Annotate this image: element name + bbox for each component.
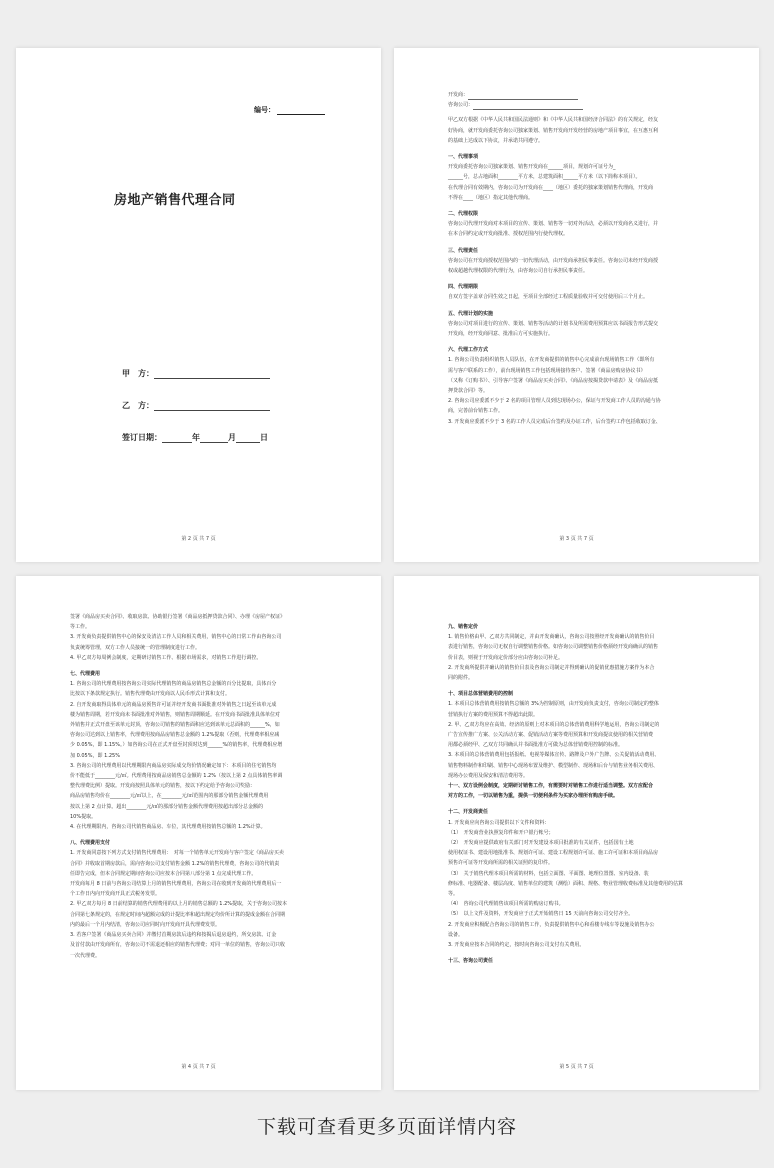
section-heading: 六、代理工作方式: [448, 347, 489, 354]
section-heading: 十三、咨询公司责任: [448, 958, 494, 965]
paragraph-line: 价不能低于________元/㎡。代理费用按商品房销售总金额的 1.2%（按以上第 2 点具体销售率调: [70, 773, 283, 780]
paragraph-line: 2. 开发商所提供并确认的销售价目表及咨询公司制定并得到确认的促销优惠措施方案作为本合: [448, 664, 655, 671]
paragraph-line: 开发商，经开发商同意、批准后方可实施执行。: [448, 331, 554, 338]
paragraph-line: 2. 咨询公司应委派不少于 2 名的项目管理人员到达现场办公，保证与开发商工作人员的沟通与协: [448, 398, 661, 405]
paragraph-line: 及首付款由开发商所有，咨询公司不需退还相应的销售代理费；对同一单位的销售，咨询公司只收: [70, 942, 286, 949]
contract-title: 房地产销售代理合同: [114, 193, 236, 208]
paragraph-line: 不得在____（地区）指定其他代理商。: [448, 194, 534, 201]
party-b-label: 乙 方：: [122, 401, 154, 410]
page-content: [70, 612, 337, 961]
page-content: [448, 616, 715, 967]
paragraph-line: 比按以下条款规定执行。销售代理费由开发商以人民币形式计算和支付。: [70, 691, 231, 698]
paragraph-line: 1. 销售价格由甲、乙双方共同制定，并由开发商确认，咨询公司按照经开发商确认的销售价目: [448, 634, 655, 641]
paragraph-line: 广告宣传推广方案、公关活动方案、促销活动方案等费用预算和开发商提议使用的相关营销费: [448, 732, 654, 739]
month-label: 月: [228, 433, 236, 442]
paragraph-line: 等。: [448, 891, 459, 898]
paragraph-line: 甲乙双方根据《中华人民共和国民法通则》和《中华人民共和国经济合同法》的有关规定，经友: [448, 117, 659, 124]
paragraph-line: 需与客户联系的工作），前台现场销售工作包括现场接待客户、签署《商品房购房协议书》: [448, 367, 646, 374]
party-a-label: 甲 方：: [122, 369, 154, 378]
paragraph-line: 1. 本项目总体营销费用按销售总额的 3%为控制原则，由开发商负责支付，咨询公司制定的整体: [448, 701, 659, 708]
paragraph-line: 4. 在代理期限内，咨询公司代销售商品房、车位，其代理费用按销售总额的 1.2%计算。: [70, 824, 266, 831]
page-footer: 第 5 页 共 7 页: [559, 1064, 594, 1070]
paragraph-line: 按以上第 2 点计算。超出________元/㎡的那部分销售金额代理费用按超出部分总金额的: [70, 803, 264, 810]
paragraph-line: 4. 甲乙双方每周例会制度，定期研讨销售工作、根据市场需求，对销售工作进行调控。: [70, 654, 262, 661]
paragraph-line: 商，完善前台销售工作。: [448, 408, 504, 415]
paragraph-line: 3. 开发商应按本合同的约定，按时向咨询公司支付有关费用。: [448, 942, 585, 949]
paragraph-line: 合同》并收取首期房款后，需向咨询公司支付销售金额 1.2%的销售代理费，咨询公司的代销责: [70, 860, 280, 867]
paragraph-line: 2. 自开发商取得具体单元的商品房预售许可证并经开发商书面批准对外销售之日起至该单元成: [70, 701, 277, 708]
paragraph-line: 现场办公费用及保安和清洁费用等。: [448, 772, 529, 779]
paragraph-line: 押贷款合同》等。: [448, 388, 489, 395]
section-heading: 八、代理费用支付: [70, 840, 111, 847]
paragraph-line: 合同第七条规定的，在规定时间内超额完成的计提比率和超出规定均价所计算的提成金额在合同期: [70, 911, 286, 918]
paragraph-line: 表进行销售，咨询公司无权自行调整销售价格。如咨询公司调整销售价格须经开发商确认的销售: [448, 644, 659, 651]
paragraph-line: （5） 以上文件及资料，开发商应于正式开始销售日 15 天前向咨询公司交付齐全。: [448, 911, 634, 918]
month-line: [200, 434, 228, 443]
section-heading: 五、代理计划的实施: [448, 310, 494, 317]
paragraph-line: 等工作。: [70, 624, 91, 631]
paragraph-line: 在代理合同有效期内，咨询公司为开发商在____（地区）委托的独家策划销售代理商，开发商: [448, 184, 654, 191]
paragraph-line: 咨询公司达到以上销售率，代理费用按商品房销售总金额的 1.2%提取（否则，代理费率相应减: [70, 732, 280, 739]
party-a-line: [154, 370, 270, 379]
paragraph-line: 修标准、电器配备、楼层高度、销售单位的建筑（测绘）面积、规格、物业管理收费标准及其他费用的估算: [448, 880, 684, 887]
paragraph-line: 用都必须经甲、乙双方共同确认并书面批准方可做为总体营销费用控制的标准。: [448, 742, 624, 749]
day-line: [236, 434, 260, 443]
paragraph-line: 3. 若客户签署《商品房买卖合同》并缴付首期房款后违约和按揭后退房退约，所交房款、订金: [70, 932, 277, 939]
paragraph-line: 1. 开发商同意按下列方式支付销售代理费用： 对每一个销售单元开发商与客户签定《商品房买卖: [70, 850, 284, 857]
paragraph-line: 商品房销售均价在________元/㎡以上，在________元/㎡范围内的那部分销售金额代理费用: [70, 793, 269, 800]
sign-date-field: [122, 432, 268, 443]
paragraph-line: 预售许可证等开发商所需的相关证照的复印件。: [448, 860, 554, 867]
party-field-underline: [473, 104, 583, 110]
day-label: 日: [260, 433, 268, 442]
paragraph-line: 10%提取。: [70, 813, 97, 820]
paragraph-line: 内的最后一个月内结清，咨询公司应同时向开发商开具代理费发票。: [70, 921, 221, 928]
party-b-field: [122, 400, 270, 411]
bold-paragraph-line: 十一、双方设例会制度，定期研讨销售工作，有需要时对销售工作进行适当调整。双方应配合: [448, 783, 654, 790]
paragraph-line: 1. 咨询公司负责组织销售人员队伍，在开发商提供的销售中心完成前台现场销售工作（即所有: [448, 357, 655, 364]
sign-date-label: 签订日期：: [122, 433, 162, 442]
paragraph-line: 整代理费比例）提取。开发商按照具体单元的销售，按以下约定给予咨询公司奖励：: [70, 783, 256, 790]
paragraph-line: 楼为销售周期，若开发商未书面批准对外销售，则销售周期顺延。在开发商书面批准具体单位对: [70, 711, 281, 718]
section-heading: 九、销售定价: [448, 624, 479, 630]
page-footer: 第 4 页 共 7 页: [181, 1064, 216, 1070]
section-heading: 四、代理期限: [448, 284, 479, 291]
section-heading: 十、项目总体营销费用的控制: [448, 691, 514, 698]
contract-number-label: 编号：: [254, 106, 275, 114]
paragraph-line: （3） 关于销售代理本项目所需的材料，包括立面图、平面图、地理位置图、室内设备、装: [448, 870, 649, 877]
document-page-cover: [16, 48, 381, 562]
page-footer: 第 2 页 共 7 页: [181, 536, 216, 542]
paragraph-line: 负责统筹管理，双方工作人员接统一的管理制度进行工作。: [70, 644, 201, 651]
party-a-field: [122, 368, 270, 379]
paragraph-line: ______号，总占地面积________平方米，总建筑面积______平方米（以下简称本项目）。: [448, 174, 641, 181]
paragraph-line: 2. 甲乙双方每月 8 日前结算的销售代理费用的以上月的销售总额的 1.2%提取，关于咨询公司按本: [70, 901, 288, 908]
paragraph-line: （1） 开发商营业执照复印件和开户银行帐号；: [448, 829, 554, 836]
year-label: 年: [192, 433, 200, 442]
paragraph-line: 销售物料制作和印刷、销售中心现场布置及维护、模型制作、现场和后台与销售业务相关费用、: [448, 762, 659, 769]
paragraph-line: 使用权证书、建设用地批准书、规划许可证、建设工程规划许可证、施工许可证和本项目商品房: [448, 850, 659, 857]
party-field-label: 咨询公司：: [448, 102, 474, 109]
contract-number-field: [254, 105, 325, 115]
paragraph-line: 咨询公司在开发商授权范围内的一切代理活动，由开发商承担民事责任。咨询公司未经开发商授: [448, 257, 659, 264]
document-page-2: [394, 48, 759, 562]
paragraph-line: （2） 开发商应提供政府有关部门对开发建设本项目批准的有关证件，包括国有土地: [448, 840, 634, 847]
paragraph-line: （4） 咨询公司代理销售该项目所需的购房订购书。: [448, 901, 564, 908]
paragraph-line: 任即告完成，但本合同规定期间咨询公司应按本合同第八部分第 1 点完成代理工作。: [70, 870, 257, 877]
year-line: [162, 434, 192, 443]
paragraph-line: 咨询公司代理开发商对本项目的宣传、策划、销售等一切对外活动，必须以开发商名义进行，并: [448, 221, 659, 228]
paragraph-line: 3. 开发商负责提供销售中心的保安及清洁工作人员和相关费用，销售中心的日常工作由咨询公司: [70, 634, 282, 641]
paragraph-line: 开发商每月 8 日前与咨询公司结算上月的销售代理费用，咨询公司在收到开发商的代理费用后一: [70, 881, 282, 888]
download-more-caption[interactable]: 下载可查看更多页面详情内容: [256, 1116, 517, 1138]
paragraph-line: 的基础上达成以下协议，并承诺共同遵守。: [448, 137, 544, 144]
document-page-3: [16, 576, 381, 1090]
party-field-line: [448, 100, 715, 110]
paragraph-line: 加 0.05%，即 1.25%: [70, 752, 120, 759]
contract-number-line: [277, 108, 325, 115]
page-footer: 第 3 页 共 7 页: [559, 536, 594, 542]
section-heading: 七、代理费用: [70, 671, 101, 678]
paragraph-line: 外销售并正式开盘至该单元封顶，咨询公司销售的销售面积应达到该单元总面积的______%，如: [70, 722, 280, 729]
paragraph-line: 签署《商品房买卖合同》、收取房款、协助银行签署《商品房抵押贷款合同》、办理《房屋产权证》: [70, 614, 286, 620]
paragraph-line: 咨询公司对项目进行的宣传、策划、销售等活动的计划书及所需费用预算应以书面报告形式提交: [448, 320, 659, 327]
section-heading: 一、代理事项: [448, 154, 479, 161]
paragraph-line: （又称《订购书》）、引导客户签署《商品房买卖合同》、《商品房按揭贷款申请表》及《商品房抵: [448, 377, 659, 384]
paragraph-line: 1. 开发商应向咨询公司提供以下文件和资料：: [448, 819, 550, 826]
paragraph-line: 自双方签字盖章合同生效之日起，至项目全部经过工程质量验收并可交付使用后三个月止。: [448, 294, 649, 301]
paragraph-line: 3. 咨询公司的代理费用以代理期限内商品房实际成交均价情况确定如下：本项目的住宅销售均: [70, 762, 277, 769]
paragraph-line: 营销执行方案的费用预算不得超出此限。: [448, 711, 539, 718]
paragraph-line: 一次代理费。: [70, 952, 101, 959]
paragraph-line: 权或超越代理权限的代理行为，由咨询公司自行承担民事责任。: [448, 268, 589, 275]
paragraph-line: 1. 咨询公司的代理费用按咨询公司实际代理销售的商品房销售总金额的百分比提取，具体百分: [70, 681, 277, 688]
paragraph-line: 少 0.05%，即 1.15%。）如咨询公司在正式开盘至封顶时达到______%的销售率，代理费相应增: [70, 742, 283, 749]
section-heading: 二、代理权限: [448, 211, 479, 218]
paragraph-line: 同的附件。: [448, 675, 474, 682]
paragraph-line: 好协商，就开发商委托咨询公司独家策划、销售开发商开发经营的房地产项目事宜，在互惠互利: [448, 127, 659, 134]
paragraph-line: 价目表，则视于开发商定价部分应由咨询公司补足。: [448, 654, 564, 661]
party-field-label: 开发商：: [448, 92, 469, 98]
party-b-line: [154, 402, 270, 411]
section-heading: 三、代理责任: [448, 247, 479, 254]
document-page-4: [394, 576, 759, 1090]
paragraph-line: 在本合同约定或开发商批准、授权范围内行使代理权。: [448, 231, 569, 238]
paragraph-line: 设备。: [448, 931, 464, 938]
party-field-line: [448, 90, 715, 100]
section-heading: 十二、开发商责任: [448, 809, 489, 816]
bold-paragraph-line: 对方的工作，一切以销售为重，提供一切便利条件为买家办理所有购房手续。: [448, 793, 619, 800]
paragraph-line: 开发商委托咨询公司独家策划、销售开发商在______项目，规划许可证号为_: [448, 164, 616, 171]
paragraph-line: 2. 开发商应积极配合咨询公司的销售工作，负责提供销售中心和看楼专线车等设施及销售办公: [448, 921, 655, 928]
page-content: [448, 90, 715, 427]
paragraph-line: 3. 本项目的总体营销费用包括报纸、电视等媒体宣传、路牌及户外广告牌、公关促销活动费用、: [448, 752, 660, 759]
paragraph-line: 个工作日内向开发商开具正式税务发票。: [70, 891, 161, 898]
paragraph-line: 2. 甲、乙双方均应在高效、经济的原则上对本项目的总体营销费用科学地运用，咨询公司制定的: [448, 721, 660, 728]
paragraph-line: 3. 开发商应委派不少于 3 名的工作人员完成后台签约及办证工作，后台签约工作包括收取订金、: [448, 418, 661, 425]
